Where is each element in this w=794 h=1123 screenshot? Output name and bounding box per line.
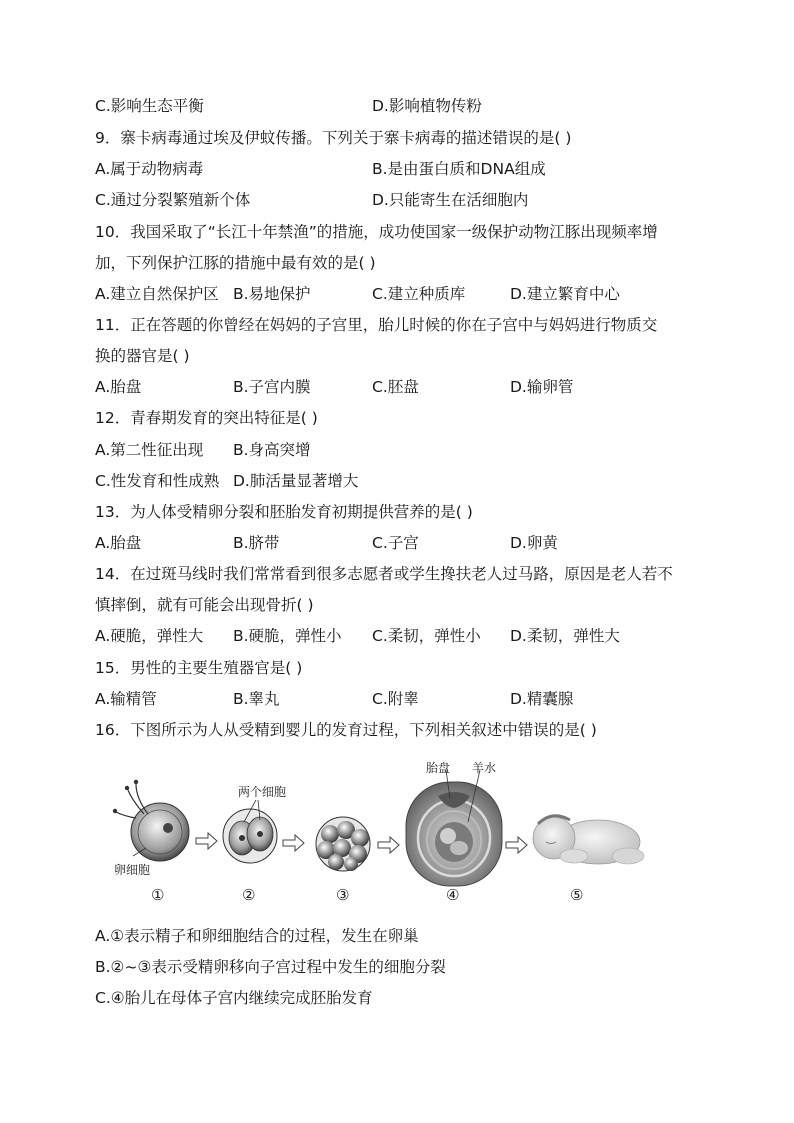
q9-option-d: D.只能寄生在活细胞内 <box>372 191 529 209</box>
q13-option-b: B.脐带 <box>233 534 280 552</box>
q8-option-d: D.影响植物传粉 <box>372 97 482 115</box>
q12-option-c: C.性发育和性成熟 <box>95 472 220 490</box>
q14-option-a: A.硬脆，弹性大 <box>95 627 204 645</box>
q9-option-a: A.属于动物病毒 <box>95 160 204 178</box>
q16-option-c: C.④胎儿在母体子宫内继续完成胚胎发育 <box>95 989 373 1007</box>
q9-option-b: B.是由蛋白质和DNA组成 <box>372 160 546 178</box>
q14-stem-line1: 14．在过斑马线时我们常常看到很多志愿者或学生搀扶老人过马路，原因是老人若不 <box>95 565 673 583</box>
stage2-two-cells <box>223 800 277 863</box>
q11-stem-line2: 换的器官是( ) <box>95 347 190 365</box>
q13-option-c: C.子宫 <box>372 534 419 552</box>
stage-number-5: ⑤ <box>570 886 584 904</box>
q9-option-c: C.通过分裂繁殖新个体 <box>95 191 251 209</box>
stage-number-3: ③ <box>336 886 350 904</box>
q12-option-b: B.身高突增 <box>233 441 311 459</box>
q11-option-b: B.子宫内膜 <box>233 378 311 396</box>
arrow-4-icon <box>506 837 527 853</box>
stage5-baby <box>533 816 644 864</box>
q10-stem-line2: 加，下列保护江豚的措施中最有效的是( ) <box>95 254 376 272</box>
q11-stem-line1: 11．正在答题的你曾经在妈妈的子宫里，胎儿时候的你在子宫中与妈妈进行物质交 <box>95 316 658 334</box>
label-amniotic-fluid: 羊水 <box>472 761 497 775</box>
q13-option-a: A.胎盘 <box>95 534 142 552</box>
q13-stem: 13．为人体受精卵分裂和胚胎发育初期提供营养的是( ) <box>95 503 473 521</box>
label-placenta: 胎盘 <box>426 761 451 775</box>
arrow-3-icon <box>378 837 399 853</box>
q8-option-c: C.影响生态平衡 <box>95 97 204 115</box>
q14-option-d: D.柔韧，弹性大 <box>510 627 620 645</box>
development-figure <box>108 760 648 908</box>
q14-option-b: B.硬脆，弹性小 <box>233 627 342 645</box>
arrow-2-icon <box>283 835 304 851</box>
q15-option-c: C.附睾 <box>372 690 419 708</box>
stage3-cell-cluster <box>316 817 370 871</box>
q15-option-d: D.精囊腺 <box>510 690 574 708</box>
q10-stem-line1: 10．我国采取了“长江十年禁渔”的措施，成功使国家一级保护动物江豚出现频率增 <box>95 223 658 241</box>
label-egg-cell: 卵细胞 <box>114 863 151 877</box>
stage-number-4: ④ <box>446 886 460 904</box>
q15-option-b: B.睾丸 <box>233 690 280 708</box>
q14-option-c: C.柔韧，弹性小 <box>372 627 481 645</box>
q12-option-d: D.肺活量显著增大 <box>233 472 359 490</box>
q10-option-d: D.建立繁育中心 <box>510 285 620 303</box>
q10-option-b: B.易地保护 <box>233 285 311 303</box>
q16-option-a: A.①表示精子和卵细胞结合的过程，发生在卵巢 <box>95 927 419 945</box>
q11-option-a: A.胎盘 <box>95 378 142 396</box>
q9-stem: 9．寨卡病毒通过埃及伊蚊传播。下列关于寨卡病毒的描述错误的是( ) <box>95 129 572 147</box>
q10-option-a: A.建立自然保护区 <box>95 285 219 303</box>
stage4-fetus-in-uterus <box>406 770 502 886</box>
q14-stem-line2: 慎摔倒，就有可能会出现骨折( ) <box>95 596 314 614</box>
q15-option-a: A.输精管 <box>95 690 157 708</box>
stage-number-1: ① <box>151 886 165 904</box>
q11-option-d: D.输卵管 <box>510 378 574 396</box>
q12-option-a: A.第二性征出现 <box>95 441 204 459</box>
q16-option-b: B.②~③表示受精卵移向子宫过程中发生的细胞分裂 <box>95 958 446 976</box>
q16-stem: 16．下图所示为人从受精到婴儿的发育过程，下列相关叙述中错误的是( ) <box>95 721 597 739</box>
q10-option-c: C.建立种质库 <box>372 285 466 303</box>
q13-option-d: D.卵黄 <box>510 534 558 552</box>
q12-stem: 12．青春期发育的突出特征是( ) <box>95 409 318 427</box>
stage-number-2: ② <box>242 886 256 904</box>
stage1-egg-cell <box>113 780 189 861</box>
arrow-1-icon <box>196 833 217 849</box>
q15-stem: 15．男性的主要生殖器官是( ) <box>95 659 303 677</box>
q11-option-c: C.胚盘 <box>372 378 419 396</box>
label-two-cells: 两个细胞 <box>238 785 287 799</box>
